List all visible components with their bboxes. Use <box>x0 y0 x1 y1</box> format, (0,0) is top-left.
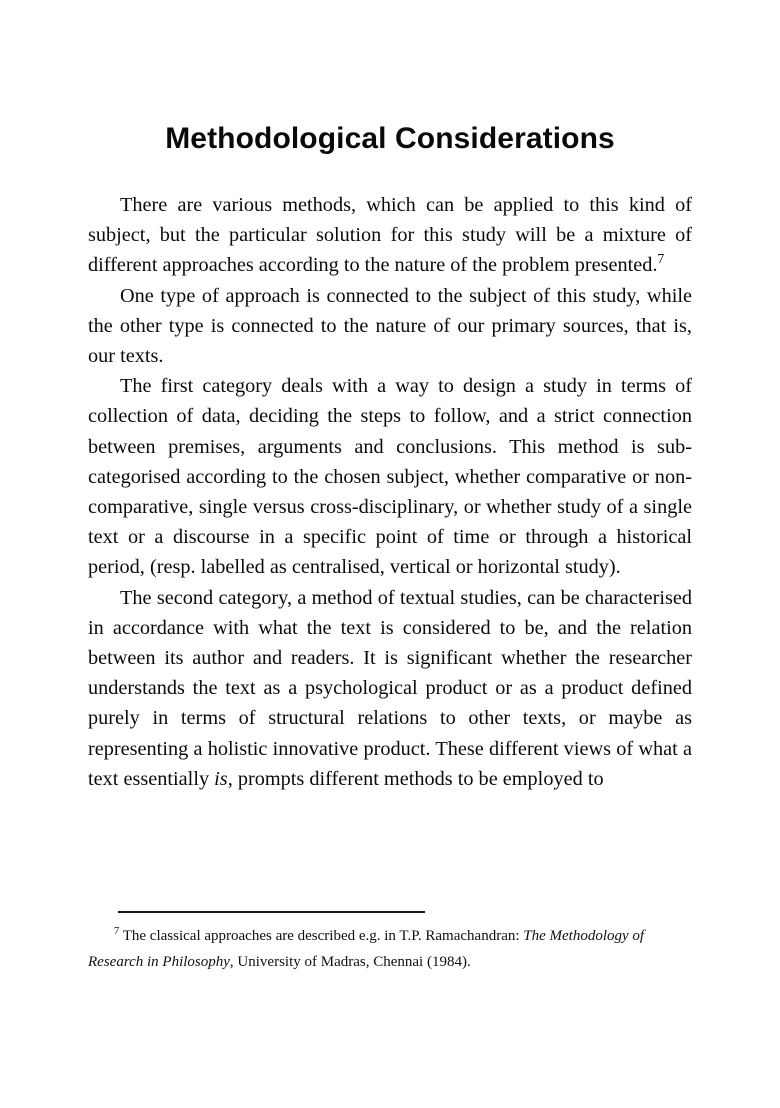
footnote-number: 7 <box>114 926 120 937</box>
body-text-block <box>88 190 692 794</box>
paragraph-3: The first category deals with a way to design a study in terms of collection of data, deciding the steps to follow, and a strict connection between premises, arguments and conclusions. This method is sub-categorised according to the chosen subject, whether comparative or non-comparative, single versus cross-disciplinary, or whether study of a single text or a discourse in a specific point of time or through a historical period, (resp. labelled as centralised, vertical or horizontal study). <box>88 375 692 579</box>
footnote-reference-marker[interactable]: 7 <box>657 251 665 267</box>
italic-run: The Methodology of Research in Philosophy <box>88 928 645 970</box>
italic-run: is <box>214 767 228 790</box>
footnote-7: $^7$ The classical approaches are described e.g. in T.P. Ramachandran: The Methodology of Research in Philosophy, University of Madras, Chennai (1984). <box>88 926 645 970</box>
footnote-separator-rule <box>118 911 425 913</box>
page-title: Methodological Considerations <box>165 122 615 156</box>
paragraph-2: One type of approach is connected to the subject of this study, while the other type is connected to the nature of our primary sources, that is, our texts. <box>88 284 692 368</box>
footnote-block <box>88 924 692 975</box>
paragraph-4: The second category, a method of textual studies, can be characterised in accordance with what the text is considered to be, and the relation between its author and readers. It is significant whether the researcher understands the text as a psychological product or as a product defined purely in terms of structural relations to other texts, or maybe as representing a holistic innovative product. These different views of what a text essentially is, prompts different methods to be employed to <box>88 586 692 790</box>
paragraph-1: There are various methods, which can be applied to this kind of subject, but the particular solution for this study will be a mixture of different approaches according to the nature of the problem presented.$^7$ <box>88 194 692 277</box>
